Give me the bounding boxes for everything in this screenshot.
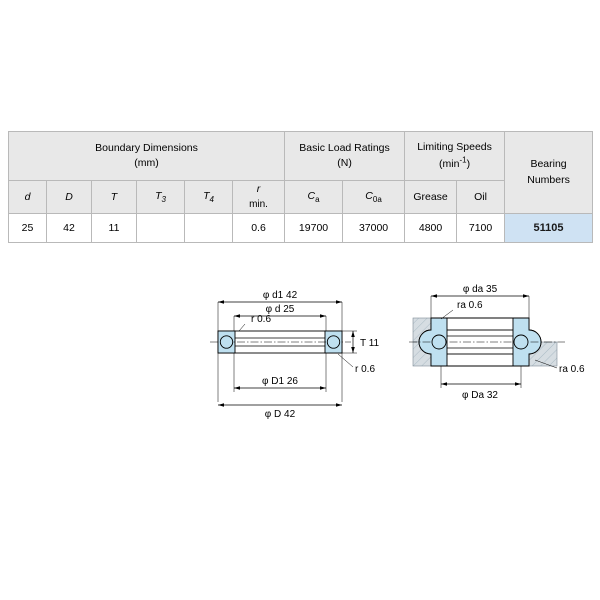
cell-T4 [185, 214, 233, 243]
header-bearing-numbers-line1: Bearing [530, 158, 567, 171]
specification-table [8, 131, 593, 243]
label-phi-d1: φ d1 42 [262, 290, 298, 301]
table-group-header-row [9, 132, 593, 181]
subheader-Ca: $C_a$ [285, 181, 343, 214]
cell-d: 25 [9, 214, 47, 243]
cell-T: 11 [92, 214, 137, 243]
header-bearing-numbers [505, 132, 593, 214]
label-phi-da: φ da 35 [462, 284, 498, 295]
subheader-T3: $T_3$ [137, 181, 185, 214]
header-basic-load-ratings-unit: (N) [337, 157, 352, 169]
label-T: T 11 [360, 338, 380, 349]
label-r-top: r 0.6 [251, 314, 272, 325]
bearing-mounting-drawing [405, 272, 595, 452]
label-ra-right: ra 0.6 [559, 364, 585, 375]
subheader-T4: $T_4$ [185, 181, 233, 214]
cell-C0a: 37000 [343, 214, 405, 243]
label-r-bottom: r 0.6 [355, 364, 376, 375]
cell-grease: 4800 [405, 214, 457, 243]
header-limiting-speeds-unit: $(\min^{-1})$ [439, 155, 471, 171]
label-phi-D1: φ D1 26 [262, 376, 298, 387]
cell-bearing-number: 51105 [505, 214, 593, 243]
subheader-r-min: min. [249, 198, 268, 210]
cell-Ca: 19700 [285, 214, 343, 243]
subheader-r [233, 181, 285, 214]
cell-T3 [137, 214, 185, 243]
cell-r: 0.6 [233, 214, 285, 243]
header-limiting-speeds-label: Limiting Speeds [417, 140, 492, 153]
header-basic-load-ratings [285, 132, 405, 181]
table-row [9, 214, 593, 243]
label-phi-D: φ D 42 [264, 409, 296, 420]
header-bearing-numbers-line2: Numbers [527, 173, 570, 186]
cell-D: 42 [47, 214, 92, 243]
subheader-d: d [9, 181, 47, 214]
specification-table-container [8, 131, 592, 243]
cell-oil: 7100 [457, 214, 505, 243]
header-basic-load-ratings-label: Basic Load Ratings [299, 141, 390, 154]
label-ra-top: ra 0.6 [457, 300, 483, 311]
technical-drawings [0, 272, 600, 452]
subheader-r-symbol: r [256, 182, 261, 195]
subheader-C0a: $C_{0a}$ [343, 181, 405, 214]
header-boundary-dimensions [9, 132, 285, 181]
bearing-cross-section-drawing [205, 272, 415, 452]
subheader-D: D [47, 181, 92, 214]
subheader-grease: Grease [405, 181, 457, 214]
subheader-oil: Oil [457, 181, 505, 214]
subheader-T: T [92, 181, 137, 214]
label-phi-d: φ d 25 [265, 304, 295, 315]
header-boundary-dimensions-unit: (mm) [134, 157, 159, 169]
header-boundary-dimensions-label: Boundary Dimensions [95, 141, 198, 154]
header-limiting-speeds [405, 132, 505, 181]
label-phi-Da: φ Da 32 [462, 390, 498, 401]
